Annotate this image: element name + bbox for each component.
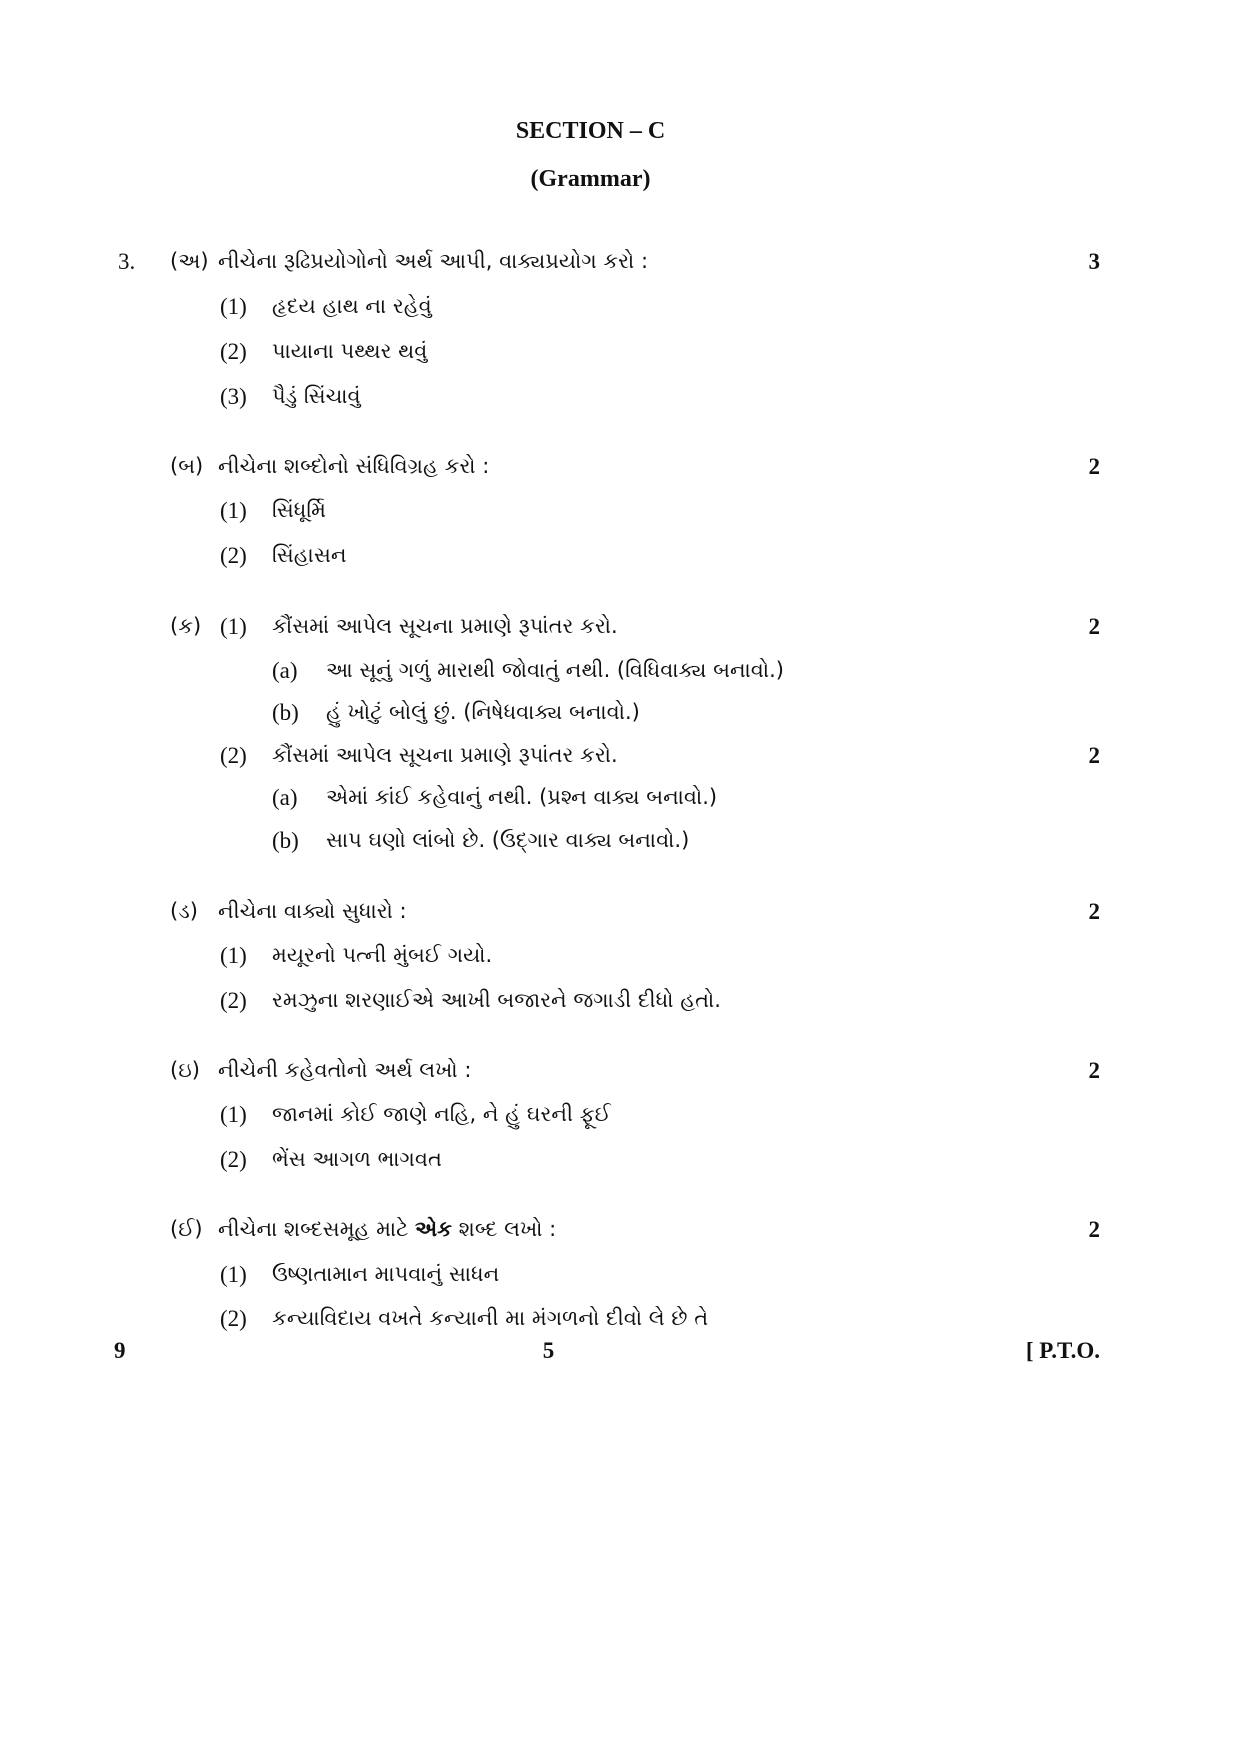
part-f-item-number: (1) (220, 1262, 247, 1287)
part-b-marks: 2 (1088, 454, 1100, 479)
part-c2-item-text: સાપ ઘણો લાંબો છે. (ઉદ્ગાર વાક્ય બનાવો.) (326, 828, 690, 852)
part-f-instruction-post: શબ્દ લખો : (451, 1217, 557, 1241)
part-c2-item-letter: (b) (272, 828, 299, 853)
section-subtitle: (Grammar) (530, 166, 651, 192)
part-a-item-text: પાયાના પથ્થર થવું (272, 339, 428, 363)
part-c1-item-text: આ સૂનું ગળું મારાથી જોવાતું નથી. (વિધિવાક્ય બનાવો.) (326, 658, 784, 682)
part-a-item-number: (3) (220, 384, 247, 409)
part-d-item-text: રમઝુના શરણાઈએ આખી બજારને જગાડી દીધો હતો. (272, 988, 721, 1012)
part-f-instruction (218, 1217, 556, 1242)
part-c2-item-letter: (a) (272, 785, 298, 810)
part-f-item-number: (2) (220, 1306, 247, 1331)
section-title: SECTION – C (515, 118, 666, 144)
part-c2-number: (2) (220, 743, 247, 768)
part-f-marks: 2 (1088, 1217, 1100, 1242)
part-a-marks: 3 (1088, 249, 1100, 274)
page-number: 5 (542, 1338, 555, 1363)
part-f-instruction-emphasis: એક (415, 1217, 452, 1241)
part-d-item-number: (1) (220, 943, 247, 968)
footer-code: 9 (114, 1338, 126, 1363)
part-c2-marks: 2 (1088, 743, 1100, 768)
part-c-label: (ક) (170, 614, 202, 638)
part-d-instruction: નીચેના વાક્યો સુધારો : (218, 899, 407, 923)
part-a-instruction: નીચેના રૂઢિપ્રયોગોનો અર્થ આપી, વાક્યપ્રયોગ કરો : (218, 249, 649, 273)
part-c2-instruction: કૌંસમાં આપેલ સૂચના પ્રમાણે રૂપાંતર કરો. (272, 743, 618, 767)
part-e-marks: 2 (1088, 1058, 1100, 1083)
part-f-item-text: કન્યાવિદાય વખતે કન્યાની મા મંગળનો દીવો લે છે તે (272, 1306, 709, 1330)
part-e-item-text: જાનમાં કોઈ જાણે નહિ, ને હું ઘરની ફૂઈ (272, 1102, 611, 1126)
part-e-item-number: (2) (220, 1147, 247, 1172)
part-f-instruction-pre: નીચેના શબ્દસમૂહ માટે (218, 1217, 415, 1241)
part-b-item-number: (1) (220, 498, 247, 523)
part-b-item-number: (2) (220, 543, 247, 568)
part-c1-item-text: હું ખોટું બોલું છું. (નિષેધવાક્ય બનાવો.) (326, 700, 640, 724)
part-c1-marks: 2 (1088, 614, 1100, 639)
part-e-item-number: (1) (220, 1102, 247, 1127)
part-f-label: (ઈ) (170, 1217, 203, 1241)
part-d-item-text: મયૂરનો પત્ની મુંબઈ ગયો. (272, 943, 493, 967)
part-e-label: (ઇ) (170, 1058, 200, 1082)
part-c1-number: (1) (220, 614, 247, 639)
part-d-item-number: (2) (220, 988, 247, 1013)
part-e-instruction: નીચેની કહેવતોનો અર્થ લખો : (218, 1058, 472, 1082)
part-b-label: (બ) (170, 454, 204, 478)
part-c1-item-letter: (a) (272, 658, 298, 683)
part-c2-item-text: એમાં કાંઈ કહેવાનું નથી. (પ્રશ્ન વાક્ય બનાવો.) (326, 785, 718, 809)
part-a-item-number: (1) (220, 294, 247, 319)
question-number: 3. (118, 249, 136, 274)
part-b-item-text: સિંધૂર્મિ (272, 498, 326, 522)
part-f-item-text: ઉષ્ણતામાન માપવાનું સાધન (272, 1262, 500, 1286)
pto-label: [ P.T.O. (1025, 1338, 1100, 1363)
part-c1-item-letter: (b) (272, 700, 299, 725)
part-b-item-text: સિંહાસન (272, 543, 347, 567)
part-c1-instruction: કૌંસમાં આપેલ સૂચના પ્રમાણે રૂપાંતર કરો. (272, 614, 618, 638)
part-d-label: (ડ) (170, 899, 198, 923)
part-a-item-text: હૃદય હાથ ના રહેવું (272, 294, 432, 318)
part-a-label: (અ) (170, 249, 209, 273)
part-a-item-number: (2) (220, 339, 247, 364)
part-e-item-text: ભેંસ આગળ ભાગવત (272, 1147, 442, 1171)
part-d-marks: 2 (1088, 899, 1100, 924)
part-b-instruction: નીચેના શબ્દોનો સંધિવિગ્રહ કરો : (218, 454, 490, 478)
part-a-item-text: પૈડું સિંચાવું (272, 384, 361, 408)
